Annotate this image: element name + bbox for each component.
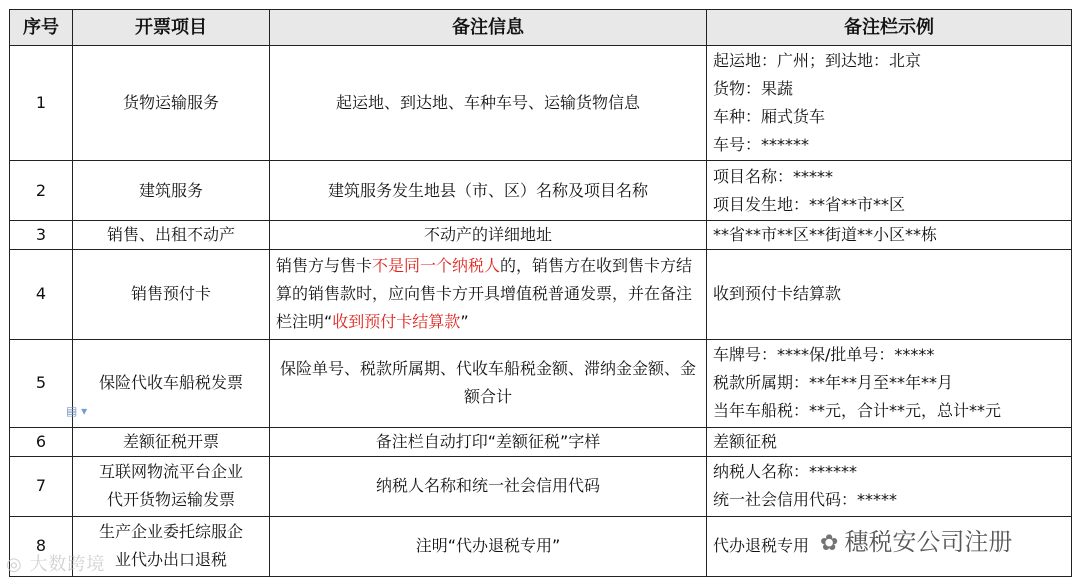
header-note: 备注信息 [270,10,707,46]
clipboard-icon[interactable]: ▤ ▾ [66,404,88,418]
row-example: 收到预付卡结算款 [707,250,1072,339]
row-no: 1 [10,46,73,161]
row-example: 项目名称：***** 项目发生地：**省**市**区 [707,161,1072,221]
header-no: 序号 [10,10,73,46]
row-no: 6 [10,427,73,456]
row-note: 保险单号、税款所属期、代收车船税金额、滞纳金金额、金额合计 [270,339,707,427]
row-note: 起运地、到达地、车种车号、运输货物信息 [270,46,707,161]
row-no: 2 [10,161,73,221]
table-row [10,456,1072,516]
row-no: 8 [10,516,73,576]
row-no: 3 [10,221,73,250]
row-item: 生产企业委托综服企 业代办出口退税 [73,516,270,576]
row-item: 差额征税开票 [73,427,270,456]
row-note: 建筑服务发生地县（市、区）名称及项目名称 [270,161,707,221]
row-example: 起运地：广州；到达地：北京 货物：果蔬 车种：厢式货车 车号：****** [707,46,1072,161]
row-example: **省**市**区**街道**小区**栋 [707,221,1072,250]
table-row [10,221,1072,250]
row-example: 车牌号：****保/批单号：***** 税款所属期：**年**月至**年**月 当年车船税：**元，合计**元，总计**元 [707,339,1072,427]
table-row [10,427,1072,456]
row-example: 代办退税专用 [707,516,1072,576]
watermark-right: ✿ 穗税安公司注册 [820,528,1013,556]
row-item: 保险代收车船税发票 [73,339,270,427]
row-no: 5 [10,339,73,427]
table-row [10,250,1072,339]
watermark-left: ◎ 大数跨境 [6,554,106,575]
row-note-rich: 销售方与售卡不是同一个纳税人的，销售方在收到售卡方结算的销售款时，应向售卡方开具增值税普通发票，并在备注栏注明“收到预付卡结算款” [270,250,707,339]
table-row [10,339,1072,427]
row-item: 建筑服务 [73,161,270,221]
row-note: 备注栏自动打印“差额征税”字样 [270,427,707,456]
row-item: 货物运输服务 [73,46,270,161]
row-no: 4 [10,250,73,339]
row-item: 销售预付卡 [73,250,270,339]
wechat-icon: ✿ [820,531,839,556]
row-item: 互联网物流平台企业 代开货物运输发票 [73,456,270,516]
row-example: 纳税人名称：****** 统一社会信用代码：***** [707,456,1072,516]
row-note: 不动产的详细地址 [270,221,707,250]
row-item: 销售、出租不动产 [73,221,270,250]
row-note: 纳税人名称和统一社会信用代码 [270,456,707,516]
header-example: 备注栏示例 [707,10,1072,46]
header-row [10,10,1072,46]
table-row [10,161,1072,221]
header-item: 开票项目 [73,10,270,46]
weibo-icon: ◎ [6,554,30,575]
table-row [10,46,1072,161]
invoice-remark-table [9,9,1072,577]
row-no: 7 [10,456,73,516]
row-note: 注明“代办退税专用” [270,516,707,576]
row-example: 差额征税 [707,427,1072,456]
